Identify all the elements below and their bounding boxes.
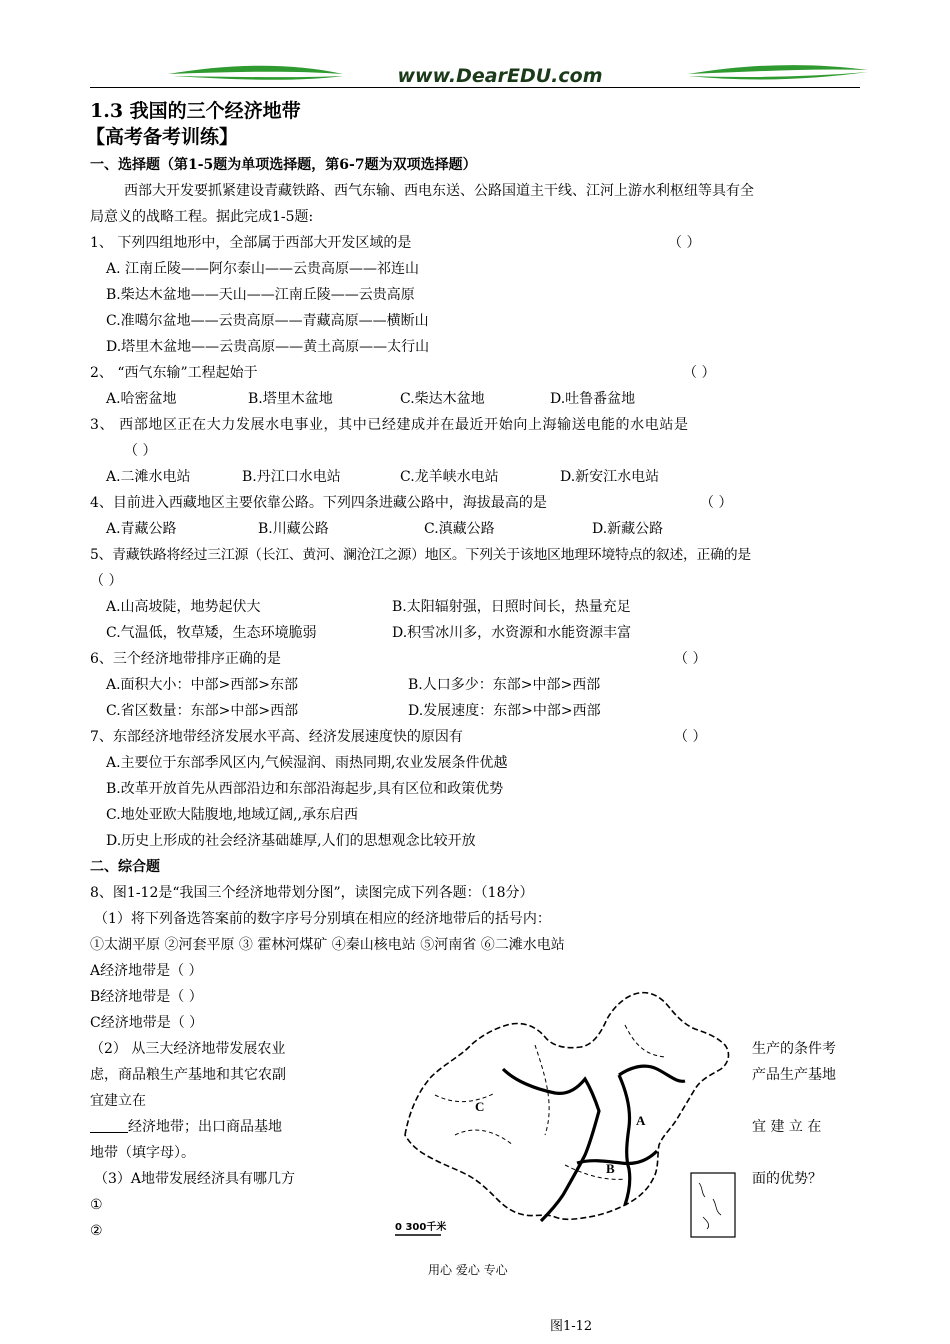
page-header (90, 60, 860, 92)
question-5-option-b: B.太阳辐射强，日照时间长，热量充足 (392, 599, 631, 615)
china-economic-belts-map (395, 985, 755, 1254)
question-3-option-b: B.丹江口水电站 (242, 469, 341, 485)
map-inset-frame (691, 1173, 735, 1237)
map-label-c: C (475, 1099, 485, 1114)
belt-c-answer: C经济地带是（ ） (90, 1015, 204, 1031)
question-1-option-a: A. 江南丘陵——阿尔泰山——云贵高原——祁连山 (106, 261, 420, 277)
question-7-option-d: D.历史上形成的社会经济基础雄厚,人们的思想观念比较开放 (106, 833, 476, 849)
question-5-option-c: C.气温低，牧草矮，生态环境脆弱 (106, 625, 317, 641)
question-5-answer-paren: （ ） (90, 573, 123, 589)
question-8-line4-text: 经济地带；出口商品基地 (128, 1119, 282, 1135)
question-2-option-b: B.塔里木盆地 (248, 391, 333, 407)
map-drawing (395, 985, 755, 1250)
question-7-text: 7、东部经济地带经济发展水平高、经济发展速度快的原因有 (90, 729, 463, 745)
question-8-line3-left: 宜建立在 (90, 1093, 146, 1109)
page-footer: 用心 爱心 专心 (428, 1263, 508, 1277)
intro-line-1: 西部大开发要抓紧建设青藏铁路、西气东输、西电东送、公路国道主干线、江河上游水利枢纽等具有全 (124, 183, 754, 199)
map-scale-label: 0 300千米 (395, 1222, 447, 1233)
question-8-line5-left: 地带（填字母）。 (90, 1145, 195, 1161)
page-title: 1.3 我国的三个经济地带 (90, 100, 301, 122)
question-6-option-c: C.省区数量：东部>中部>西部 (106, 703, 299, 719)
belt-a-answer: A经济地带是（ ） (90, 963, 203, 979)
question-5-text: 5、青藏铁路将经过三江源（长江、黄河、澜沧江之源）地区。下列关于该地区地理环境特点的叙述，正确的是 (90, 547, 751, 563)
question-5-option-a: A.山高坡陡，地势起伏大 (106, 599, 261, 615)
answer-line-2: ② (90, 1223, 103, 1239)
site-logo-text: www.DearEDU.com (397, 65, 603, 87)
belt-b-answer: B经济地带是（ ） (90, 989, 203, 1005)
question-2-option-c: C.柴达木盆地 (400, 391, 485, 407)
question-4-option-d: D.新藏公路 (592, 521, 664, 537)
question-3-text: 3、 西部地区正在大力发展水电事业，其中已经建成并在最近开始向上海输送电能的水电站是 (90, 417, 689, 433)
question-6-option-b: B.人口多少：东部>中部>西部 (408, 677, 601, 693)
question-8-line4-right: 宜 建 立 在 (752, 1119, 822, 1135)
question-8-choices: ①太湖平原 ②河套平原 ③ 霍林河煤矿 ④秦山核电站 ⑤河南省 ⑥二滩水电站 (90, 937, 565, 953)
question-8-sub2-right: 生产的条件考 (752, 1041, 836, 1057)
question-8-text: 8、图1-12是“我国三个经济地带划分图”，读图完成下列各题：（18分） (90, 885, 534, 901)
question-4-answer-paren: （ ） (700, 495, 733, 511)
question-4-option-a: A.青藏公路 (106, 521, 177, 537)
question-1-option-d: D.塔里木盆地——云贵高原——黄土高原——太行山 (106, 339, 430, 355)
map-label-a: A (636, 1113, 646, 1128)
question-3-answer-paren: （ ） (124, 443, 157, 459)
question-6-option-a: A.面积大小：中部>西部>东部 (106, 677, 299, 693)
question-8-line2-left: 虑，商品粮生产基地和其它农副 (90, 1067, 286, 1083)
question-8-sub3-left: （3）A地带发展经济具有哪几方 (94, 1171, 296, 1187)
question-3-option-c: C.龙羊峡水电站 (400, 469, 499, 485)
map-label-b: B (606, 1161, 615, 1176)
question-7-option-b: B.改革开放首先从西部沿边和东部沿海起步,具有区位和政策优势 (106, 781, 504, 797)
question-8-sub1: （1）将下列备选答案前的数字序号分别填在相应的经济地带后的括号内： (94, 911, 551, 927)
question-4-option-c: C.滇藏公路 (424, 521, 495, 537)
header-rule (90, 87, 860, 88)
question-6-text: 6、三个经济地带排序正确的是 (90, 651, 281, 667)
question-3-option-d: D.新安江水电站 (560, 469, 660, 485)
question-7-option-a: A.主要位于东部季风区内,气候湿润、雨热同期,农业发展条件优越 (106, 755, 508, 771)
question-1-answer-paren: （ ） (668, 235, 701, 251)
question-1-option-c: C.准噶尔盆地——云贵高原——青藏高原——横断山 (106, 313, 429, 329)
figure-caption: 图1-12 (550, 1319, 593, 1334)
question-1-text: 1、 下列四组地形中，全部属于西部大开发区域的是 (90, 235, 412, 251)
question-8-line2-right: 产品生产基地 (752, 1067, 836, 1083)
question-6-option-d: D.发展速度：东部>中部>西部 (408, 703, 601, 719)
map-inset-islands (699, 1183, 721, 1229)
question-7-option-c: C.地处亚欧大陆腹地,地域辽阔,,承东启西 (106, 807, 359, 823)
page-subtitle: 【高考备考训练】 (86, 126, 239, 148)
question-2-answer-paren: （ ） (683, 365, 716, 381)
question-5-option-d: D.积雪冰川多，水资源和水能资源丰富 (392, 625, 632, 641)
question-8-sub3-right: 面的优势？ (752, 1171, 822, 1187)
fill-blank (90, 1118, 128, 1133)
section-heading-comprehensive: 二、综合题 (90, 859, 160, 875)
question-8-line4-left (90, 1117, 282, 1137)
intro-line-2: 局意义的战略工程。据此完成1-5题: (90, 209, 314, 225)
question-8-sub2-left: （2） 从三大经济地带发展农业 (90, 1041, 286, 1057)
question-2-text: 2、 “西气东输”工程起始于 (90, 365, 258, 381)
question-2-option-a: A.哈密盆地 (106, 391, 177, 407)
question-6-answer-paren: （ ） (674, 651, 707, 667)
section-heading-choice: 一、选择题（第1-5题为单项选择题，第6-7题为双项选择题） (90, 157, 477, 173)
answer-line-1: ① (90, 1197, 103, 1213)
question-1-option-b: B.柴达木盆地——天山——江南丘陵——云贵高原 (106, 287, 415, 303)
question-4-option-b: B.川藏公路 (258, 521, 329, 537)
question-4-text: 4、目前进入西藏地区主要依靠公路。下列四条进藏公路中，海拔最高的是 (90, 495, 547, 511)
question-3-option-a: A.二滩水电站 (106, 469, 191, 485)
question-7-answer-paren: （ ） (674, 729, 707, 745)
question-2-option-d: D.吐鲁番盆地 (550, 391, 636, 407)
